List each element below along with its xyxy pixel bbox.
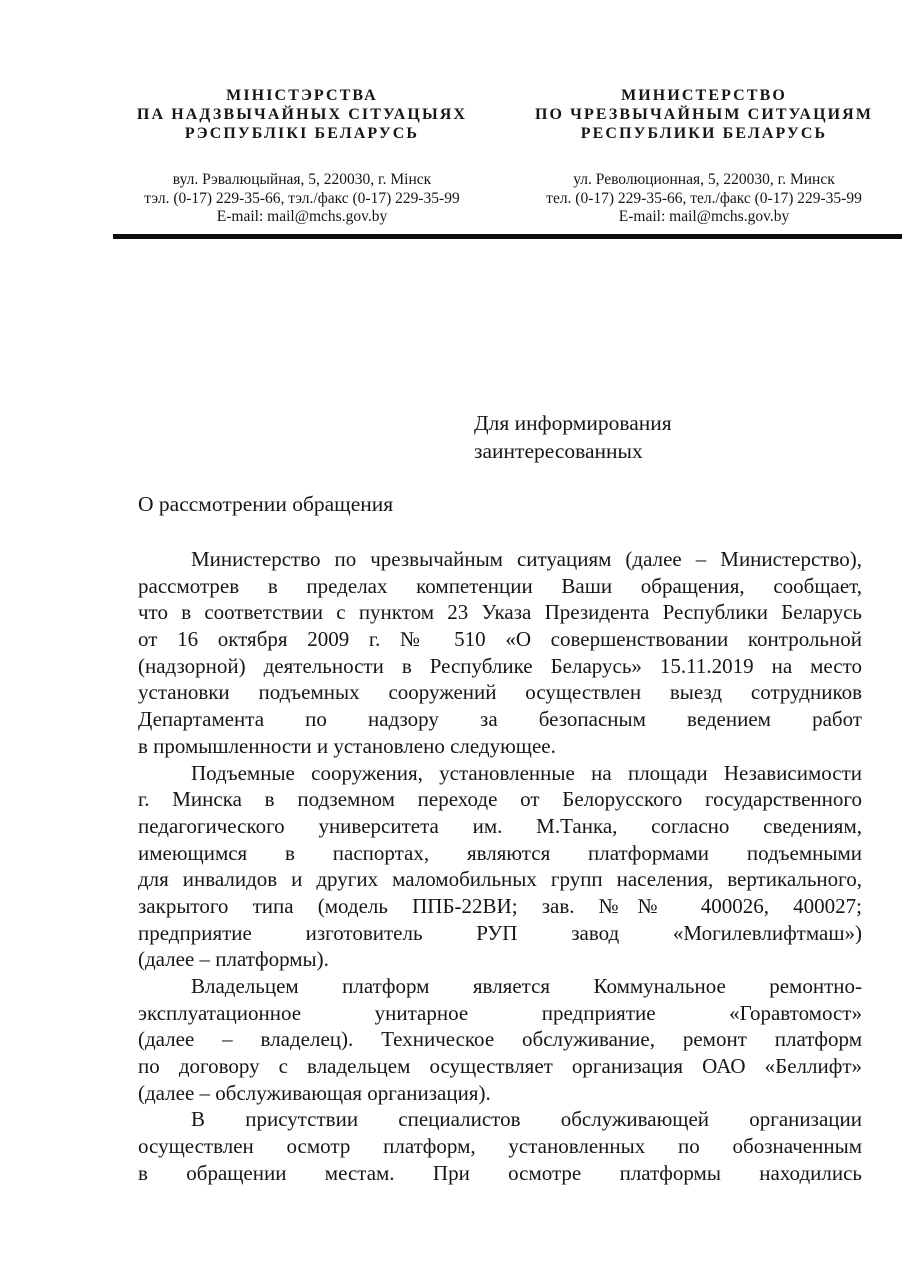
body-line: Подъемные сооружения, установленные на площади Независимости (191, 760, 862, 785)
ministry-name-line: РЭСПУБЛІКІ БЕЛАРУСЬ (184, 125, 420, 142)
body-line: осуществлен осмотр платформ, установленных по обозначенным (138, 1134, 862, 1159)
email-line: E-mail: mail@mchs.gov.by (618, 208, 790, 225)
email-line: E-mail: mail@mchs.gov.by (216, 208, 388, 225)
letterhead-russian (528, 86, 880, 227)
body-line: для инвалидов и других маломобильных групп населения, вертикального, (138, 867, 862, 892)
letterhead-belarusian (128, 86, 476, 227)
ministry-name-line: МІНІСТЭРСТВА (226, 87, 378, 104)
subject-line: О рассмотрении обращения (138, 492, 394, 516)
address-line: ул. Революционная, 5, 220030, г. Минск (573, 171, 835, 188)
ministry-name-line: МИНИСТЕРСТВО (621, 87, 787, 104)
body-line: В присутствии специалистов обслуживающей организации (191, 1107, 862, 1132)
addressee-note-line: заинтересованных (474, 439, 643, 463)
phone-line: тэл. (0-17) 229-35-66, тэл./факс (0-17) 229-35-99 (144, 189, 460, 207)
body-line: закрытого типа (модель ППБ-22ВИ; зав. №№ 400026, 400027; (138, 893, 862, 918)
body-line: (далее – владелец). Техническое обслуживание, ремонт платформ (138, 1027, 862, 1052)
letterhead-address (128, 171, 476, 227)
body-line: рассмотрев в пределах компетенции Ваши обращения, сообщает, (138, 573, 862, 598)
body-line: (далее – обслуживающая организация). (138, 1080, 491, 1105)
body-line: Департамента по надзору за безопасным ведением работ (138, 707, 862, 732)
ministry-name-line: РЕСПУБЛИКИ БЕЛАРУСЬ (580, 125, 828, 142)
letter-body (138, 546, 862, 1187)
body-line: что в соответствии с пунктом 23 Указа Президента Республики Беларусь (138, 600, 862, 625)
body-line: установки подъемных сооружений осуществлен выезд сотрудников (138, 680, 862, 705)
body-line: г. Минска в подземном переходе от Белорусского государственного (138, 787, 862, 812)
addressee-note (474, 409, 774, 465)
body-line: в обращении местам. При осмотре платформы находились (138, 1160, 862, 1185)
body-line: предприятие изготовитель РУП завод «Могилевлифтмаш») (138, 920, 862, 945)
body-line: по договору с владельцем осуществляет организация ОАО «Беллифт» (138, 1054, 862, 1079)
ministry-name-line: ПА НАДЗВЫЧАЙНЫХ СІТУАЦЫЯХ (136, 106, 468, 123)
letterhead-divider-rule (113, 234, 902, 239)
body-line: педагогического университета им. М.Танка, согласно сведениям, (138, 813, 862, 838)
body-line: (далее – платформы). (138, 947, 329, 972)
body-line: в промышленности и установлено следующее. (138, 733, 556, 758)
ministry-name-line: ПО ЧРЕЗВЫЧАЙНЫМ СИТУАЦИЯМ (534, 106, 874, 123)
phone-line: тел. (0-17) 229-35-66, тел./факс (0-17) 229-35-99 (546, 189, 862, 207)
body-line: Министерство по чрезвычайным ситуациям (далее – Министерство), (191, 547, 862, 571)
addressee-note-line: Для информирования (474, 411, 672, 435)
letterhead-address (528, 171, 880, 227)
body-line: от 16 октября 2009 г. № 510 «О совершенствовании контрольной (138, 627, 862, 652)
address-line: вул. Рэвалюцыйная, 5, 220030, г. Мінск (172, 171, 432, 188)
body-line: эксплуатационное унитарное предприятие «Горавтомост» (138, 1000, 862, 1025)
body-line: (надзорной) деятельности в Республике Беларусь» 15.11.2019 на место (138, 653, 862, 678)
body-line: имеющимся в паспортах, являются платформами подъемными (138, 840, 862, 865)
body-line: Владельцем платформ является Коммунальное ремонтно- (191, 974, 862, 998)
